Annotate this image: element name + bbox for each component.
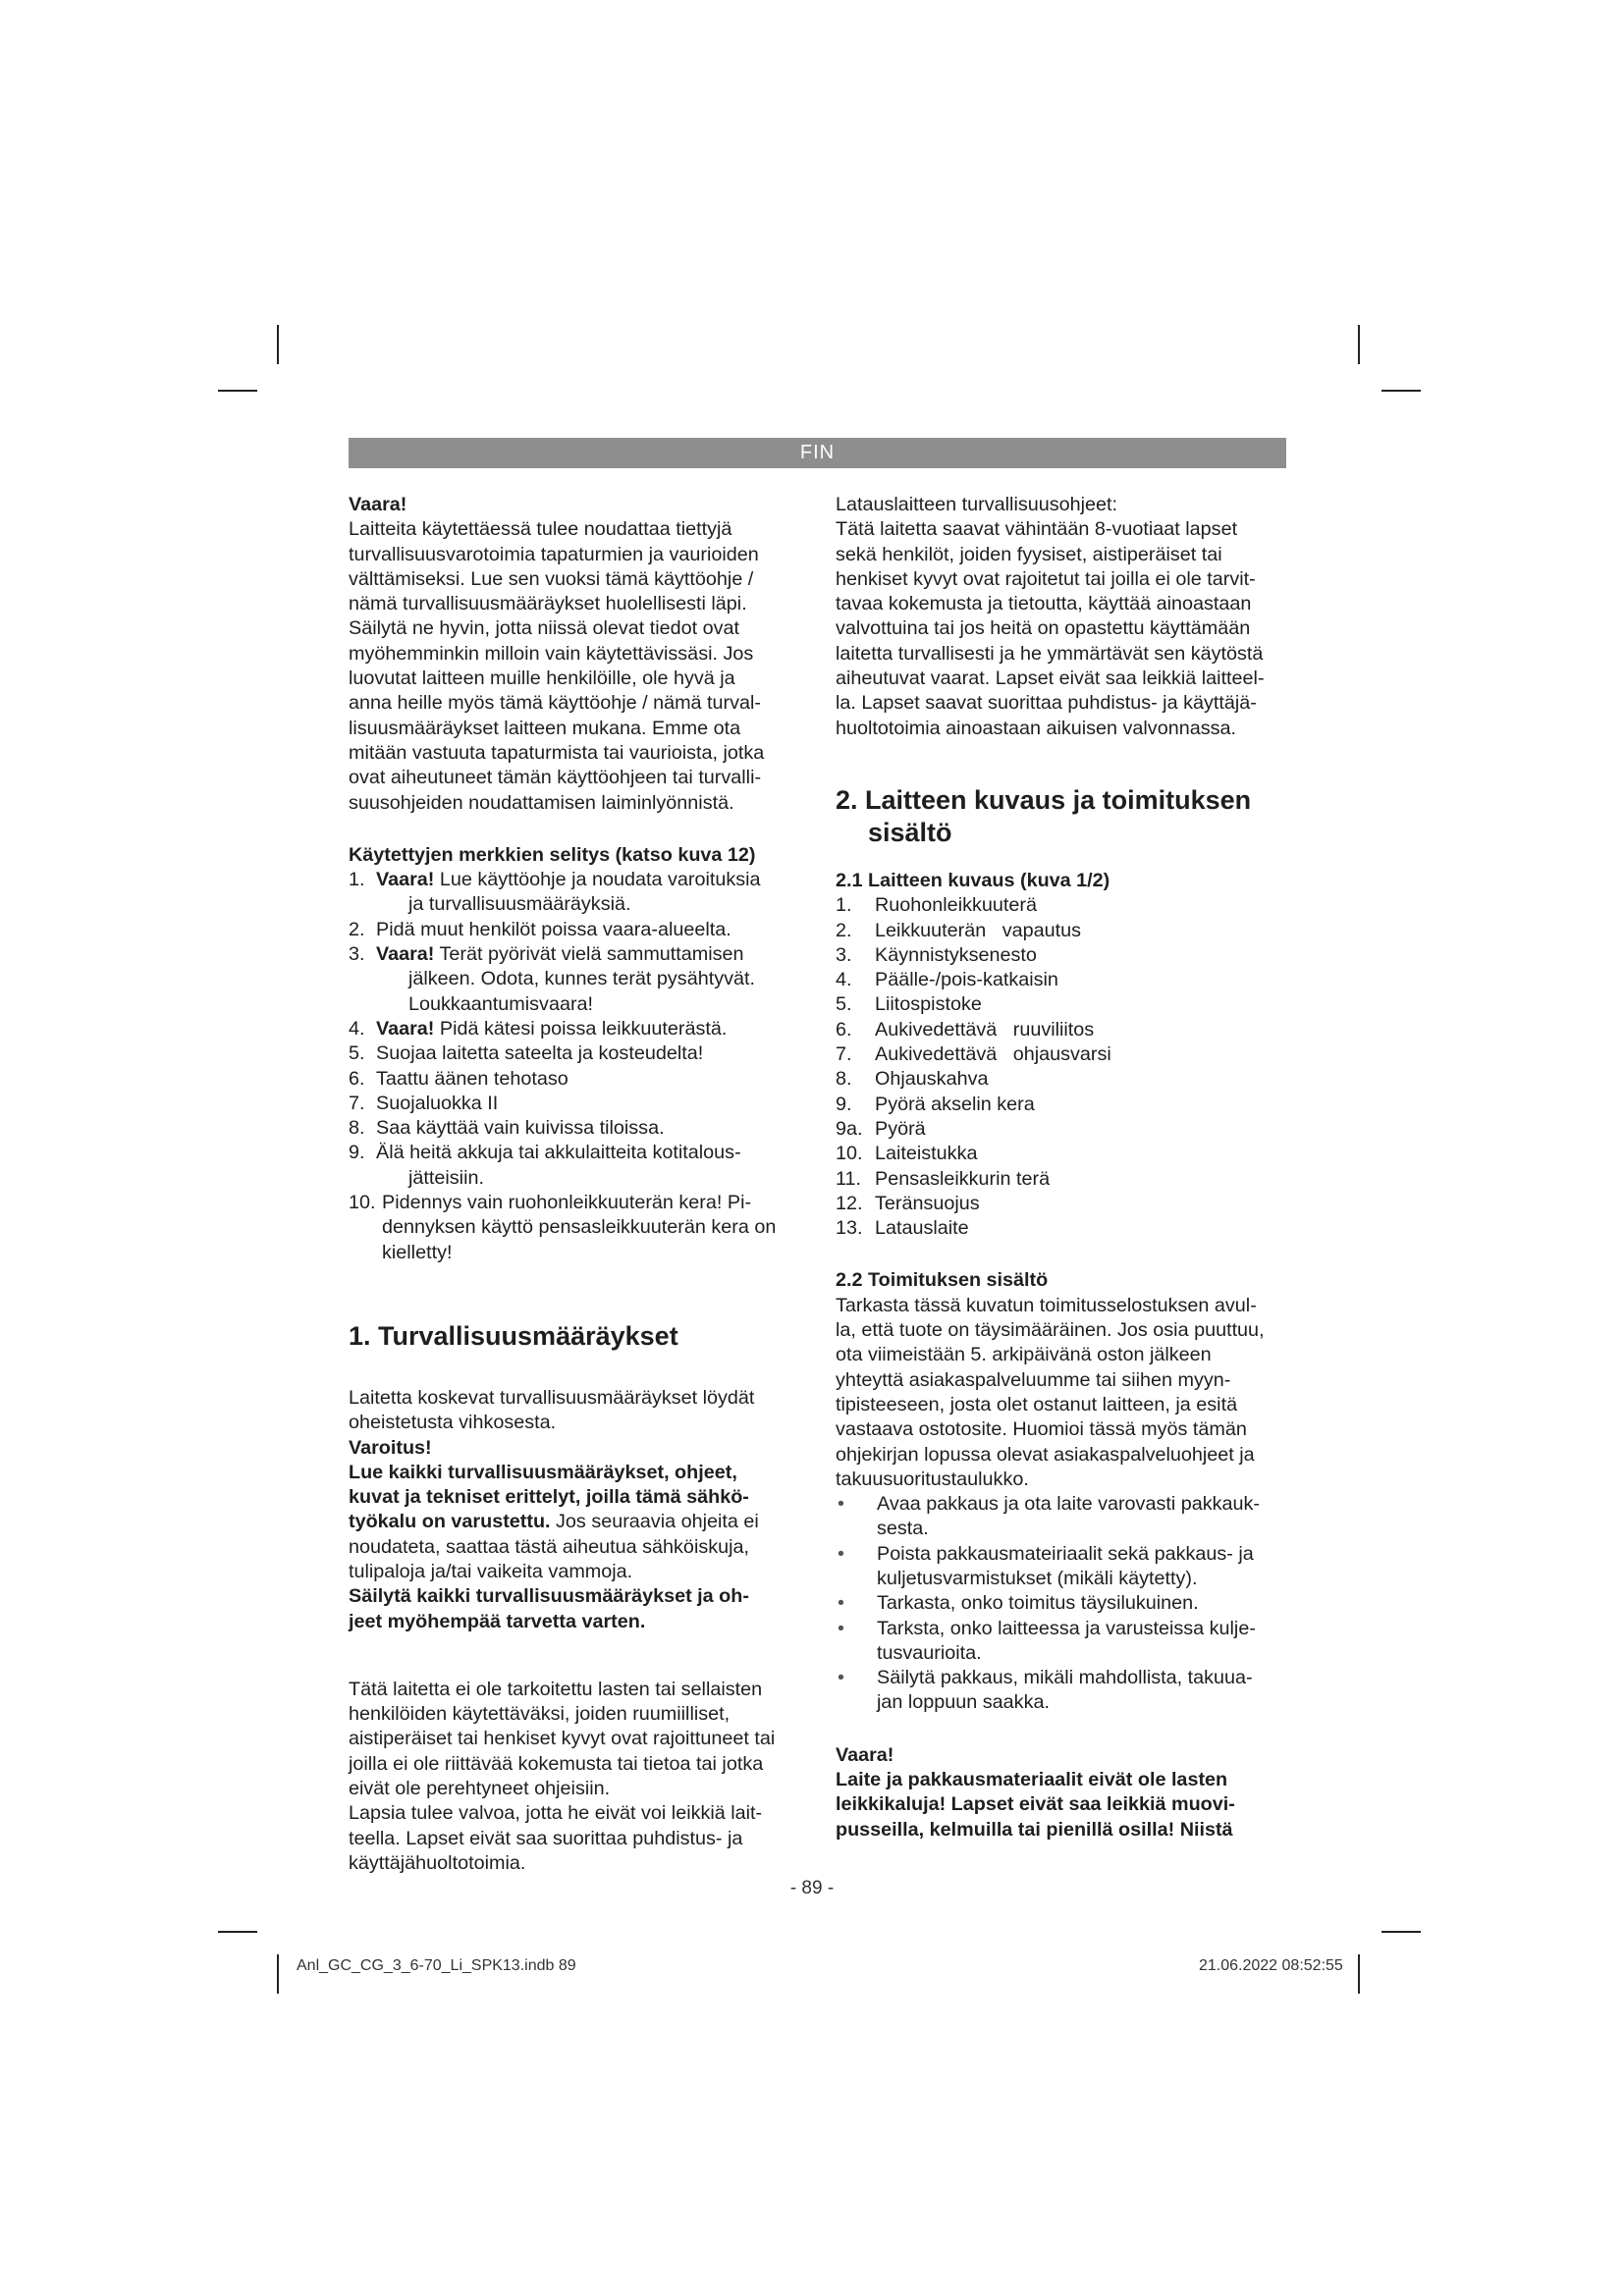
bullet-line: Tarksta, onko laitteessa ja varusteissa kulje- [877, 1617, 1256, 1639]
part-label: Teränsuojus [875, 1192, 980, 1214]
vaara-heading: Vaara! [349, 494, 407, 515]
part-label: Aukivedettävä ruuviliitos [875, 1018, 1095, 1041]
part-number: 1. [836, 894, 852, 917]
sign-item [349, 1067, 807, 1092]
sign-item [349, 942, 807, 1017]
sign-cont: Loukkaantumisvaara! [408, 992, 594, 1015]
delivery-bullet-item [836, 1591, 1297, 1616]
crop-mark [277, 1954, 279, 1994]
charger-safety-paragraph [836, 493, 1297, 741]
sign-bold: Vaara! [376, 943, 435, 966]
crop-mark [1358, 1954, 1360, 1994]
sign-rest: Pidä kätesi poissa leikkuuterästä. [434, 1017, 728, 1040]
part-number: 11. [836, 1167, 862, 1190]
text-line: luovutat laitteen muille henkilöille, ole hyvä ja [349, 667, 735, 690]
text-line: la. Lapset saavat suorittaa puhdistus- ja käyttäjä- [836, 692, 1257, 715]
part-label: Leikkuuterän vapautus [875, 919, 1082, 941]
sign-rest: Suojaluokka II [376, 1092, 499, 1114]
sign-item [349, 1191, 807, 1265]
text-line: ota viimeistään 5. arkipäivänä oston jälkeen [836, 1344, 1212, 1366]
part-item [836, 893, 1297, 918]
sign-text [376, 918, 807, 942]
part-label: Liitospistoke [875, 993, 982, 1016]
sign-bold: Vaara! [376, 869, 435, 891]
bullet-text [877, 1591, 1297, 1616]
children-paragraph [349, 1678, 807, 1876]
bullet-line: Poista pakkausmateiriaalit sekä pakkaus- ja [877, 1542, 1254, 1565]
part-item [836, 1042, 1297, 1067]
sailyta-text [349, 1584, 807, 1634]
page-number: - 89 - [789, 1878, 835, 1898]
text-line: oheistetusta vihkosesta. [349, 1412, 557, 1434]
text-line: nämä turvallisuusmääräykset huolellisesti läpi. [349, 593, 747, 615]
varoitus-bold-text [349, 1461, 807, 1511]
s22-heading: 2.2 Toimituksen sisältö [836, 1269, 1049, 1292]
part-label: Ruohonleikkuuterä [875, 894, 1037, 917]
bullet-line: Säilytä pakkaus, mikäli mahdollista, takuua- [877, 1667, 1253, 1689]
sign-item [349, 1141, 807, 1191]
signs-list [349, 868, 807, 1265]
sign-text [376, 1092, 807, 1116]
s21-heading: 2.1 Laitteen kuvaus (kuva 1/2) [836, 869, 1110, 891]
part-item [836, 919, 1297, 943]
sign-item [349, 918, 807, 942]
sign-number: 5. [349, 1042, 365, 1065]
sign-rest: Taattu äänen tehotaso [376, 1067, 568, 1090]
bullet-icon: • [838, 1667, 844, 1689]
text-line: henkiset kyvyt ovat rajoitetut tai joilla ei ole tarvit- [836, 567, 1256, 590]
crop-mark [1381, 390, 1421, 392]
part-number: 5. [836, 993, 852, 1016]
part-label: Ohjauskahva [875, 1068, 989, 1091]
signs-heading: Käytettyjen merkkien selitys (katso kuva 12) [349, 843, 756, 866]
sign-bold: Vaara! [376, 1017, 435, 1040]
footer-file: Anl_GC_CG_3_6-70_Li_SPK13.indb 89 [297, 1957, 576, 1974]
part-label: Laiteistukka [875, 1143, 978, 1165]
left-column [349, 493, 807, 1876]
part-label: Latauslaite [875, 1217, 969, 1240]
text-line: jeet myöhempää tarvetta varten. [349, 1610, 646, 1632]
text-line: lisuusmääräykset laitteen mukana. Emme ota [349, 717, 741, 739]
text-line: myöhemminkin milloin vain käytettävissäsi. Jos [349, 642, 754, 665]
sign-number: 9. [349, 1142, 365, 1164]
sign-number: 10. [349, 1192, 376, 1214]
text-line: huoltotoimia ainoastaan aikuisen valvonnassa. [836, 717, 1236, 739]
sign-text [376, 1017, 807, 1041]
part-label: Päälle-/pois-katkaisin [875, 969, 1058, 991]
sign-text [376, 1067, 807, 1092]
text-line: aistiperäiset tai henkiset kyvyt ovat rajoittuneet tai [349, 1728, 776, 1750]
sign-text [376, 868, 807, 918]
sign-rest: Pidä muut henkilöt poissa vaara-alueelta. [376, 918, 731, 940]
text-line: eivät ole perehtyneet ohjeisiin. [349, 1778, 611, 1800]
part-number: 13. [836, 1217, 863, 1240]
bullet-text [877, 1542, 1297, 1592]
text-line: pusseilla, kelmuilla tai pienillä osilla! Niistä [836, 1818, 1233, 1841]
text-line: laitetta turvallisesti ja he ymmärtävät sen käytöstä [836, 642, 1264, 665]
varoitus-mixed-rest: Jos seuraavia ohjeita ei [550, 1511, 759, 1533]
part-number: 7. [836, 1043, 852, 1066]
section2-title-line2: sisältö [868, 817, 952, 847]
text-line: Säilytä ne hyvin, jotta niissä olevat tiedot ovat [349, 617, 740, 640]
vaara2-text [836, 1768, 1297, 1842]
text-line: tulipaloja ja/tai vaikeita vammoja. [349, 1560, 633, 1582]
bullet-line: tusvaurioita. [877, 1641, 982, 1664]
sign-rest: Suojaa laitetta sateelta ja kosteudelta! [376, 1042, 704, 1065]
text-line: tipisteeseen, josta olet ostanut laitteen, ja esitä [836, 1393, 1238, 1415]
sign-number: 3. [349, 943, 365, 966]
delivery-bullets [836, 1492, 1297, 1716]
bullet-icon: • [838, 1493, 844, 1516]
part-item [836, 1117, 1297, 1142]
text-line: henkilöiden käytettäväksi, joiden ruumiilliset, [349, 1703, 731, 1726]
part-number: 2. [836, 919, 852, 941]
text-line: Lapsia tulee valvoa, jotta he eivät voi leikkiä lait- [349, 1802, 763, 1825]
part-number: 8. [836, 1068, 852, 1091]
text-line: yhteyttä asiakaspalveluumme tai siihen myyn- [836, 1368, 1231, 1391]
text-line: Lue kaikki turvallisuusmääräykset, ohjeet, [349, 1461, 737, 1483]
language-header: FIN [349, 438, 1286, 468]
sign-number: 1. [349, 869, 365, 891]
part-item [836, 1067, 1297, 1092]
text-line: Latauslaitteen turvallisuusohjeet: [836, 494, 1118, 515]
bullet-text [877, 1666, 1297, 1716]
section1-intro [349, 1386, 807, 1436]
part-number: 3. [836, 943, 852, 966]
sign-text [382, 1191, 807, 1265]
part-number: 6. [836, 1018, 852, 1041]
text-line: tavaa kokemusta ja tietoutta, käyttää ainoastaan [836, 593, 1252, 615]
text-line: takuusuoritustaulukko. [836, 1468, 1029, 1490]
delivery-bullet-item [836, 1492, 1297, 1542]
varoitus-heading: Varoitus! [349, 1436, 432, 1459]
text-line: turvallisuusvarotoimia tapaturmien ja vaurioiden [349, 543, 759, 565]
sign-text [376, 1116, 807, 1141]
text-line: vastaava ostotosite. Huomioi tässä myös tämän [836, 1418, 1247, 1441]
footer-datetime: 21.06.2022 08:52:55 [1199, 1957, 1343, 1974]
sign-cont: jätteisiin. [408, 1166, 484, 1189]
sign-rest: Älä heitä akkuja tai akkulaitteita kotitalous- [376, 1142, 741, 1164]
bullet-line: kuljetusvarmistukset (mikäli käytetty). [877, 1567, 1198, 1589]
sign-text [376, 1141, 807, 1191]
text-line: Laitetta koskevat turvallisuusmääräykset löydät [349, 1386, 755, 1409]
bullet-icon: • [838, 1592, 844, 1615]
text-line: mitään vastuuta tapaturmista tai vaurioista, jotka [349, 741, 765, 764]
text-line: sekä henkilöt, joiden fyysiset, aistiperäiset tai [836, 543, 1222, 565]
bullet-line: Tarkasta, onko toimitus täysilukuinen. [877, 1592, 1199, 1615]
sign-number: 4. [349, 1017, 365, 1040]
section1-title: 1. Turvallisuusmääräykset [349, 1320, 678, 1351]
right-column [836, 493, 1297, 1842]
part-label: Pyörä akselin kera [875, 1093, 1035, 1115]
text-line: valvottuina tai jos heitä on opastettu käyttämään [836, 617, 1251, 640]
part-label: Aukivedettävä ohjausvarsi [875, 1043, 1111, 1066]
sign-rest: Saa käyttää vain kuivissa tiloissa. [376, 1117, 665, 1140]
text-line: Tätä laitetta saavat vähintään 8-vuotiaat lapset [836, 518, 1238, 541]
part-item [836, 1142, 1297, 1166]
text-line: käyttäjähuoltotoimia. [349, 1851, 526, 1874]
delivery-bullet-item [836, 1542, 1297, 1592]
text-line: leikkikaluja! Lapset eivät saa leikkiä muovi- [836, 1793, 1235, 1816]
text-line: kuvat ja tekniset erittelyt, joilla tämä sähkö- [349, 1486, 749, 1509]
part-number: 9a. [836, 1117, 863, 1140]
sign-number: 7. [349, 1092, 365, 1114]
sign-number: 8. [349, 1117, 365, 1140]
part-item [836, 992, 1297, 1017]
crop-mark [1358, 325, 1360, 364]
text-line: Säilytä kaikki turvallisuusmääräykset ja oh- [349, 1585, 749, 1608]
text-line: ohjekirjan lopussa olevat asiakaspalveluohjeet ja [836, 1443, 1255, 1466]
text-line: aiheutuvat vaarat. Lapset eivät saa leikkiä laitteel- [836, 667, 1265, 690]
text-line: joilla ei ole riittävää kokemusta tai tietoa tai jotka [349, 1752, 764, 1775]
parts-list [836, 893, 1297, 1241]
intro-paragraph [349, 517, 807, 816]
bullet-line: Avaa pakkaus ja ota laite varovasti pakkauk- [877, 1493, 1260, 1516]
varoitus-mixed-line [349, 1510, 807, 1534]
part-number: 9. [836, 1093, 852, 1115]
bullet-text [877, 1492, 1297, 1542]
part-number: 4. [836, 969, 852, 991]
varoitus-rest-text [349, 1535, 807, 1585]
part-number: 12. [836, 1192, 863, 1214]
sign-rest: Terät pyörivät vielä sammuttamisen [434, 943, 744, 966]
part-item [836, 1093, 1297, 1117]
crop-mark [277, 325, 279, 364]
sign-item [349, 1041, 807, 1066]
text-line: Laitteita käytettäessä tulee noudattaa tiettyjä [349, 518, 732, 541]
bullet-icon: • [838, 1542, 844, 1565]
s22-paragraph [836, 1294, 1297, 1492]
delivery-bullet-item [836, 1617, 1297, 1667]
varoitus-mixed-bold: työkalu on varustettu. [349, 1511, 551, 1533]
sign-rest: Pidennys vain ruohonleikkuuterän kera! Pi- [382, 1192, 752, 1214]
sign-number: 2. [349, 918, 365, 940]
part-item [836, 1216, 1297, 1241]
part-number: 10. [836, 1143, 863, 1165]
crop-mark [1381, 1931, 1421, 1933]
part-item [836, 968, 1297, 992]
crop-mark [218, 390, 257, 392]
part-item [836, 1018, 1297, 1042]
text-line: la, että tuote on täysimääräinen. Jos osia puuttuu, [836, 1319, 1265, 1342]
sign-item [349, 1116, 807, 1141]
sign-cont: jälkeen. Odota, kunnes terät pysähtyvät. [408, 968, 755, 990]
sign-cont: dennyksen käyttö pensasleikkuuterän kera on [382, 1216, 777, 1239]
text-line: Tarkasta tässä kuvatun toimitusselostuksen avul- [836, 1294, 1257, 1316]
bullet-line: jan loppuun saakka. [877, 1691, 1050, 1714]
bullet-icon: • [838, 1617, 844, 1639]
sign-item [349, 1017, 807, 1041]
text-line: anna heille myös tämä käyttöohje / nämä turval- [349, 692, 762, 715]
vaara2-heading: Vaara! [836, 1743, 894, 1766]
part-item [836, 1192, 1297, 1216]
bullet-line: sesta. [877, 1518, 929, 1540]
part-label: Käynnistyksenesto [875, 943, 1037, 966]
delivery-bullet-item [836, 1666, 1297, 1716]
sign-text [376, 942, 807, 1017]
bullet-text [877, 1617, 1297, 1667]
part-item [836, 1167, 1297, 1192]
sign-item [349, 1092, 807, 1116]
sign-rest: Lue käyttöohje ja noudata varoituksia [434, 869, 761, 891]
sign-text [376, 1041, 807, 1066]
text-line: suusohjeiden noudattamisen laiminlyönnistä. [349, 791, 734, 814]
part-item [836, 943, 1297, 968]
text-line: noudateta, saattaa tästä aiheutua sähköiskuja, [349, 1535, 750, 1558]
sign-cont: kielletty! [382, 1241, 453, 1263]
part-label: Pensasleikkurin terä [875, 1167, 1051, 1190]
section2-title-line1: 2. Laitteen kuvaus ja toimituksen [836, 784, 1252, 815]
text-line: teella. Lapset eivät saa suorittaa puhdistus- ja [349, 1827, 743, 1849]
sign-number: 6. [349, 1067, 365, 1090]
sign-cont: ja turvallisuusmääräyksiä. [408, 893, 631, 916]
text-line: välttämiseksi. Lue sen vuoksi tämä käyttöohje / [349, 567, 754, 590]
text-line: Tätä laitetta ei ole tarkoitettu lasten tai sellaisten [349, 1678, 763, 1700]
text-line: Laite ja pakkausmateriaalit eivät ole lasten [836, 1769, 1228, 1791]
part-label: Pyörä [875, 1117, 926, 1140]
crop-mark [218, 1931, 257, 1933]
sign-item [349, 868, 807, 918]
text-line: ovat aiheutuneet tämän käyttöohjeen tai turvalli- [349, 767, 762, 789]
